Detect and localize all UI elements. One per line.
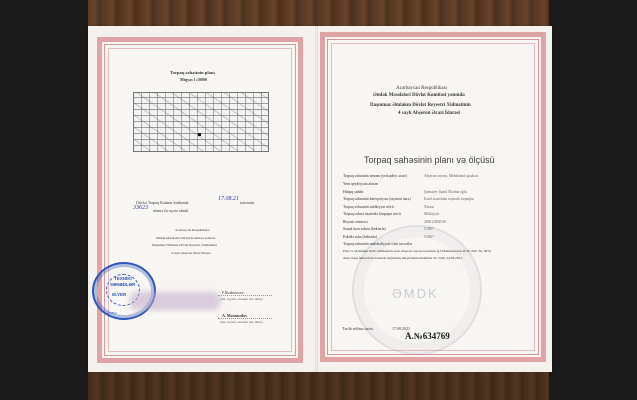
document-title: Torpaq sahəsinin planı və ölçüsü (364, 155, 495, 165)
row-label-2: Hüquq sahibi (343, 190, 364, 194)
date-value: 17.08.2021 (392, 326, 410, 331)
page-fold (315, 26, 318, 372)
cadastre-note-2: tarixində (240, 200, 255, 205)
basis-note-1: Plan və ölçüsünün tərtib edilməsinin əsası Abşeron rayonu notariusu Q.İ.Məmmədovun 20.07.2021 No 3679, (343, 249, 492, 253)
map-scale: Miqyas 1:10000 (180, 77, 207, 82)
watermark-text: ƏMDK (392, 286, 439, 301)
org-line-3: Daşınmaz Əmlakın Dövlət Reyestri Xidmətinin (152, 243, 217, 247)
parcel-marker (198, 133, 201, 136)
stamp-text-2: SƏNƏDLƏR (110, 282, 136, 287)
signature-line-1 (218, 295, 272, 296)
cadastre-note-3: nömrə ilə uçota alındı. (153, 208, 189, 213)
row-label-1: Yeni qeydiyyata alınan (343, 182, 378, 186)
row-label-3: Torpaq sahəsinin kateqoriyası (təyinatı üzrə) (343, 197, 411, 201)
row-value-2: Şəmsiyev Şəmil Mərdan oğlu (424, 190, 467, 194)
blurred-signature (130, 292, 220, 310)
row-label-4: Torpaq sahəsinin mülkiyyət növü (343, 205, 394, 209)
wooden-table-bottom (88, 372, 549, 400)
handwritten-number: 33623 (133, 205, 148, 211)
header-line-4: 4 saylı Abşeron Ərazi İdarəsi (398, 111, 460, 116)
stamp-text-1: TEXNİKİ (114, 276, 132, 281)
org-line-1: Azərbaycan Respublikası (175, 228, 210, 232)
org-line-2: Əmlak Məsələləri Dövlət Komitəsi yanında (156, 236, 216, 240)
row-value-6: 200012004538 (424, 220, 446, 224)
signer-2-name: A. Məmmədov (222, 313, 248, 318)
signer-1-caption: (adı, soyadı, atasının adı, imza) (220, 297, 263, 301)
org-line-4: 4 saylı Abşeron Ərazi İdarəsi (171, 251, 211, 255)
stamp-text-3: M.YER (112, 292, 127, 297)
row-value-3: Kənd təsərrüfatı təyinatlı torpaqlar (424, 197, 474, 201)
row-label-9: Torpaq sahəsinin məhdudiyyəti olan sərvətlər (343, 242, 413, 246)
row-label-6: Reyestr nömrəsi (343, 220, 368, 224)
header-line-1: Azərbaycan Respublikası (396, 86, 447, 91)
cadastre-note-1: Dövlət Torpaq Kadastr kitabında (136, 200, 189, 205)
row-value-5: Mülkiyyət (424, 212, 439, 216)
dark-background-right (549, 0, 637, 400)
signature-line-2 (218, 318, 272, 319)
signer-2-caption: (adı, soyadı, atasının adı, imza) (220, 320, 263, 324)
stamp-footer: İcraçı: (107, 310, 118, 315)
document-number: A.№634769 (405, 331, 450, 341)
row-label-0: Torpaq sahəsinin ünvanı (yerləşdiyi ərazi) (343, 174, 407, 178)
header-line-3: Daşınmaz Əmlakın Dövlət Reyestri Xidmətinin (370, 103, 471, 108)
row-value-0: Abşeron rayonu, Mehdiabad qəsəbəsi (424, 174, 479, 178)
row-value-7: 0.0307 (424, 227, 434, 231)
cadastral-map (133, 92, 269, 152)
header-line-2: Əmlak Məsələləri Dövlət Komitəsi yanında (373, 93, 465, 98)
map-title: Torpaq sahəsinin planı (170, 70, 215, 75)
row-label-7: Sənəd üzrə sahəsi (hektarla) (343, 227, 386, 231)
row-value-8: 0.0307 (424, 235, 434, 239)
handwritten-date: 17.08.21 (218, 196, 239, 202)
row-label-8: Faktiki sahə (hektarla) (343, 235, 378, 239)
row-value-4: Xüsusi (424, 205, 434, 209)
basis-note-2: Alını-Satqı müqaviləsi əsasında bağlanmış müqavilənin məlumatı No 3240, 04.08.2021. (343, 256, 463, 260)
signer-1-name: F.İbrahimova (222, 290, 244, 295)
row-label-5: Torpaq sahəsi üzərində hüququn növü (343, 212, 401, 216)
date-label: Tərtib edilmə tarixi (342, 326, 374, 331)
dark-background-left (0, 0, 88, 400)
